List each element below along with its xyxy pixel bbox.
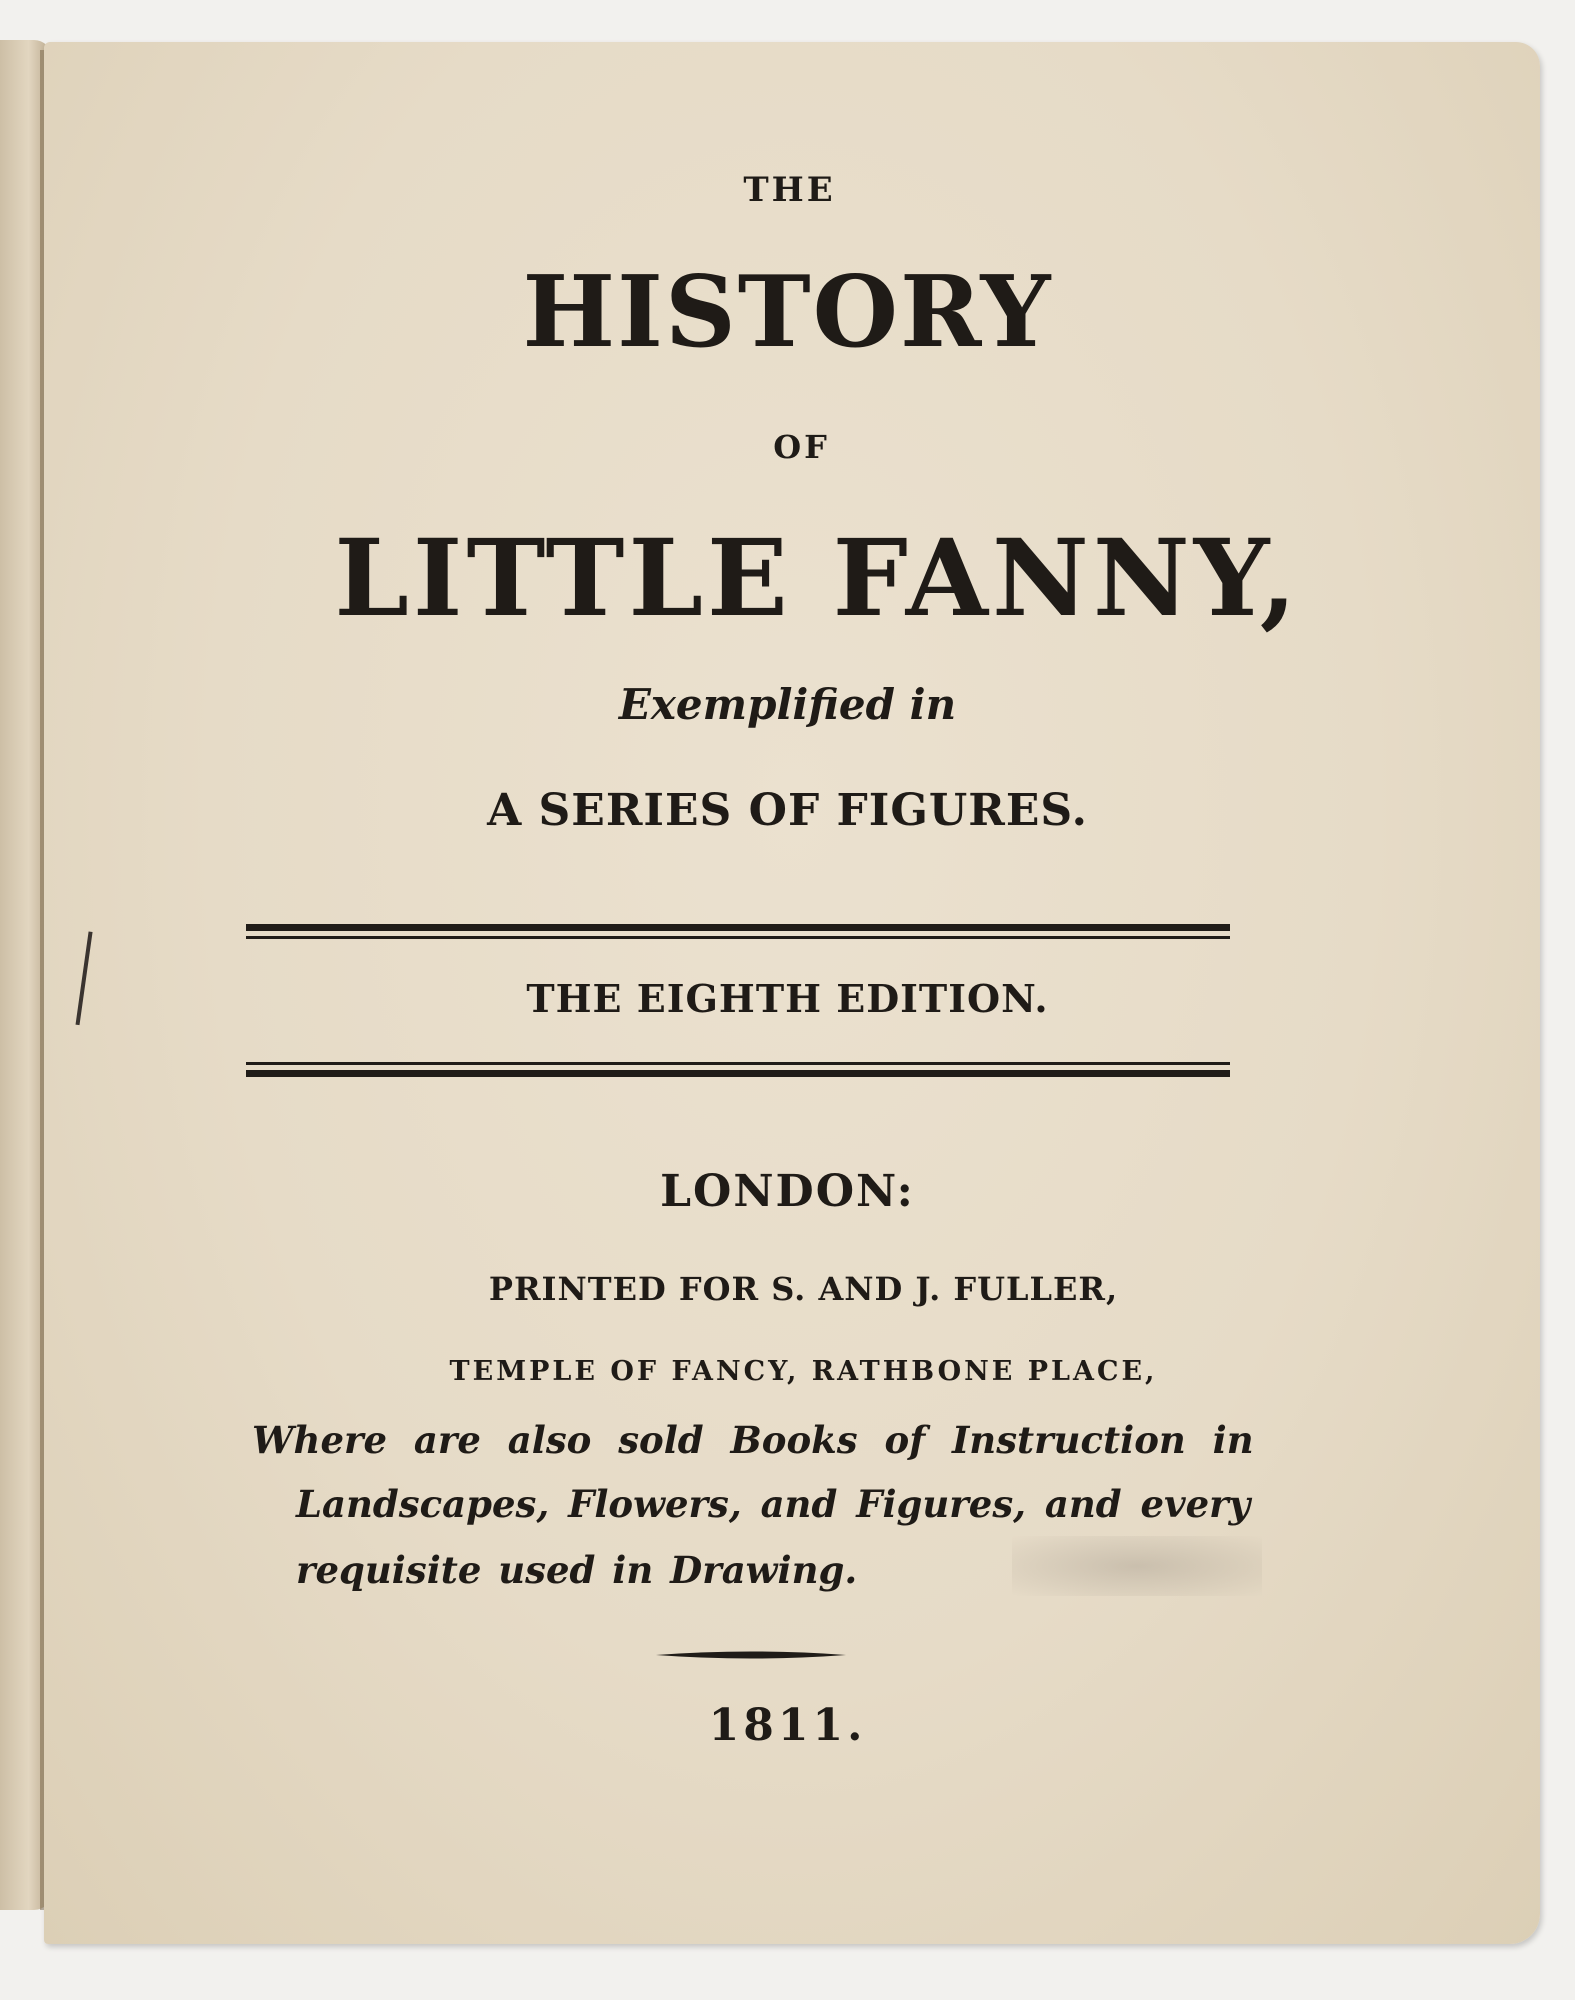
- imprint-note-line-3: requisite used in Drawing.: [296, 1548, 858, 1592]
- ink-offset-smudge: [1012, 1536, 1262, 1596]
- swelled-rule: [656, 1650, 846, 1660]
- double-rule-top: [246, 924, 1230, 939]
- subtitle-series: A SERIES OF FIGURES.: [487, 785, 1088, 836]
- double-rule-bottom: [246, 1062, 1230, 1077]
- title-history: HISTORY: [522, 255, 1053, 370]
- imprint-address: TEMPLE OF FANCY, RATHBONE PLACE,: [449, 1356, 1158, 1387]
- imprint-note-line-1: Where are also sold Books of Instruction in: [252, 1418, 1254, 1462]
- imprint-city: LONDON:: [660, 1166, 915, 1217]
- imprint-note-line-2: Landscapes, Flowers, and Figures, and every: [296, 1482, 1251, 1526]
- title-of: OF: [773, 428, 830, 466]
- subtitle-exemplified: Exemplified in: [618, 680, 957, 729]
- publication-year: 1811.: [708, 1700, 867, 1751]
- title-little-fanny: LITTLE FANNY,: [334, 515, 1301, 640]
- imprint-printer: PRINTED FOR S. AND J. FULLER,: [488, 1270, 1119, 1308]
- edition-statement: THE EIGHTH EDITION.: [526, 976, 1049, 1021]
- title-the: THE: [743, 170, 836, 210]
